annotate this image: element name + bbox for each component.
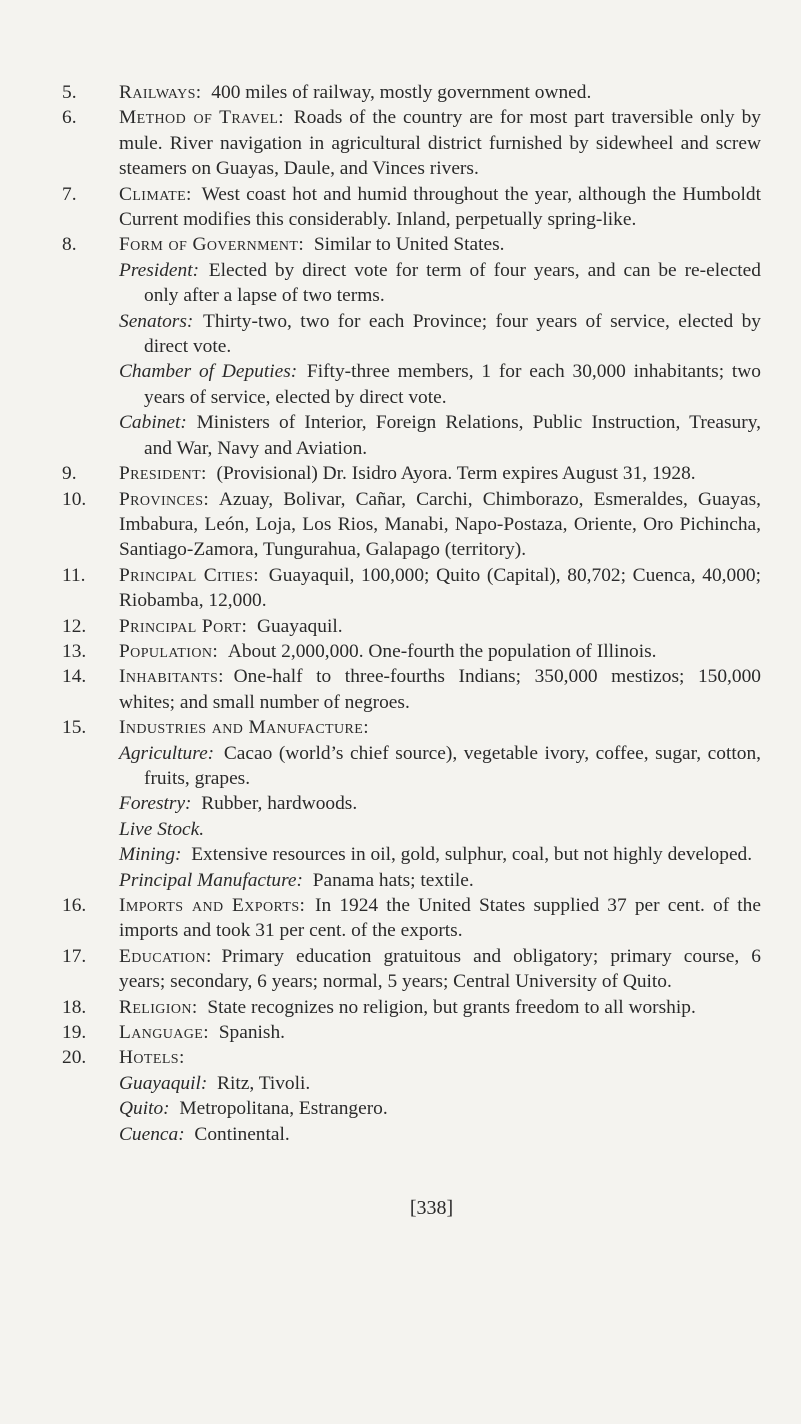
sub-entry-text: Fifty-three members, 1 for each 30,000 inhabitants; two years of service, elected by direct vote. bbox=[144, 361, 761, 408]
sub-entry-text: Panama hats; textile. bbox=[312, 869, 474, 891]
entry-text: Spanish. bbox=[218, 1022, 286, 1044]
sub-entry bbox=[62, 258, 761, 309]
sub-entry bbox=[62, 842, 761, 867]
entry-text: Guayaquil, 100,000; Quito (Capital), 80,702; Cuenca, 40,000; Riobamba, 12,000. bbox=[119, 564, 761, 612]
sub-entry bbox=[62, 741, 761, 792]
entry-number: 20. bbox=[62, 1047, 87, 1069]
page-number: [338] bbox=[409, 1197, 454, 1220]
entry-text: Guayaquil. bbox=[256, 615, 343, 637]
list-entry bbox=[62, 563, 761, 614]
list-entry bbox=[62, 944, 761, 995]
entry-heading: President: bbox=[119, 463, 207, 485]
list-entry bbox=[62, 232, 761, 257]
entry-number: 11. bbox=[62, 564, 86, 586]
entry-number: 8. bbox=[62, 234, 77, 256]
sub-entry bbox=[62, 410, 761, 461]
entry-number: 18. bbox=[62, 996, 87, 1018]
sub-entry-label: Guayaquil: bbox=[119, 1072, 208, 1094]
sub-entry-label: Chamber of Deputies: bbox=[119, 361, 298, 383]
sub-entry-label: Cabinet: bbox=[119, 412, 187, 434]
entry-number: 17. bbox=[62, 945, 87, 967]
list-entry bbox=[62, 182, 761, 233]
list-entry bbox=[62, 80, 761, 105]
sub-entry-text: Thirty-two, two for each Province; four years of service, elected by direct vote. bbox=[144, 310, 761, 358]
list-entry bbox=[62, 995, 761, 1020]
entry-number: 19. bbox=[62, 1022, 87, 1044]
sub-entry-text: Ritz, Tivoli. bbox=[217, 1072, 311, 1094]
entry-text: Similar to United States. bbox=[313, 234, 505, 256]
entry-heading: Language: bbox=[119, 1022, 210, 1044]
entry-text: State recognizes no religion, but grants freedom to all worship. bbox=[207, 996, 696, 1018]
entry-heading: Religion: bbox=[119, 996, 198, 1018]
sub-entry-label: Forestry: bbox=[119, 793, 192, 815]
entry-number: 16. bbox=[62, 895, 87, 916]
entry-number: 15. bbox=[62, 717, 87, 739]
list-entry bbox=[62, 664, 761, 715]
list-entry bbox=[62, 1045, 761, 1070]
sub-entry bbox=[62, 791, 761, 816]
list-entry bbox=[62, 893, 761, 944]
sub-entry bbox=[62, 1122, 761, 1147]
entry-text: Azuay, Bolivar, Cañar, Carchi, Chimborazo, Esmeraldes, Guayas, Imbabura, León, Loja, Los Rios, Manabi, Napo-Postaza, Oriente, Oro Pichincha, Santiago-Zamora, Tungurahua, Galapago (territory). bbox=[119, 488, 761, 561]
sub-entry bbox=[62, 359, 761, 410]
sub-entry-label: Mining: bbox=[119, 844, 182, 866]
entry-heading: Form of Government: bbox=[119, 234, 305, 256]
sub-entry-text: Continental. bbox=[194, 1123, 290, 1145]
entry-number: 5. bbox=[62, 82, 77, 103]
sub-entry bbox=[62, 1096, 761, 1121]
sub-entry bbox=[62, 309, 761, 360]
entry-text: Roads of the country are for most part traversible only by mule. River navigation in agricultural district furnished by sidewheel and screw steamers on Guayas, Daule, and Vinces rivers. bbox=[119, 107, 761, 180]
sub-entry-text: Extensive resources in oil, gold, sulphur, coal, but not highly developed. bbox=[191, 844, 753, 866]
sub-entry-text: Ministers of Interior, Foreign Relations, Public Instruction, Treasury, and War, Navy and Aviation. bbox=[144, 412, 761, 459]
entry-heading: Railways: bbox=[119, 82, 202, 103]
sub-entry bbox=[62, 1071, 761, 1096]
entry-heading: Hotels: bbox=[119, 1047, 185, 1069]
entry-heading: Industries and Manufacture: bbox=[119, 717, 369, 739]
entry-heading: Education: bbox=[119, 945, 212, 967]
entry-number: 6. bbox=[62, 107, 77, 129]
sub-entry-text: Elected by direct vote for term of four years, and can be re-elected only after a lapse of two terms. bbox=[144, 259, 761, 307]
sub-entry bbox=[62, 817, 761, 842]
list-entry bbox=[62, 461, 761, 486]
entry-text: Primary education gratuitous and obligatory; primary course, 6 years; secondary, 6 years; normal, 5 years; Central University of Quito. bbox=[119, 945, 761, 993]
entry-number: 13. bbox=[62, 640, 87, 662]
list-entry bbox=[62, 639, 761, 664]
sub-entry-text: Rubber, hardwoods. bbox=[201, 793, 358, 815]
list-entry bbox=[62, 105, 761, 181]
entry-text: 400 miles of railway, mostly government owned. bbox=[211, 82, 592, 103]
entry-heading: Method of Travel: bbox=[119, 107, 285, 129]
entry-list bbox=[62, 80, 761, 1147]
entry-text: (Provisional) Dr. Isidro Ayora. Term expires August 31, 1928. bbox=[216, 463, 696, 485]
sub-entry-label: Principal Manufacture: bbox=[119, 869, 303, 891]
entry-heading: Principal Cities: bbox=[119, 564, 260, 586]
entry-number: 14. bbox=[62, 666, 87, 688]
sub-entry-label: Quito: bbox=[119, 1098, 170, 1120]
entry-heading: Imports and Exports: bbox=[119, 895, 306, 916]
entry-text: About 2,000,000. One-fourth the population of Illinois. bbox=[227, 640, 657, 662]
entry-text: In 1924 the United States supplied 37 per cent. of the imports and took 31 per cent. of the exports. bbox=[119, 895, 761, 942]
list-entry bbox=[62, 614, 761, 639]
list-entry bbox=[62, 487, 761, 563]
entry-number: 10. bbox=[62, 488, 87, 510]
entry-text: One-half to three-fourths Indians; 350,000 mestizos; 150,000 whites; and small number of negroes. bbox=[119, 666, 761, 713]
entry-heading: Climate: bbox=[119, 183, 192, 205]
sub-entry-label: Cuenca: bbox=[119, 1123, 185, 1145]
sub-entry-label: Live Stock. bbox=[119, 818, 205, 840]
entry-number: 7. bbox=[62, 183, 77, 205]
entry-heading: Inhabitants: bbox=[119, 666, 224, 688]
sub-entry-text: Metropolitana, Estrangero. bbox=[179, 1098, 388, 1120]
entry-number: 9. bbox=[62, 463, 77, 485]
entry-text: West coast hot and humid throughout the year, although the Humboldt Current modifies this considerably. Inland, perpetually spring-like. bbox=[119, 183, 761, 231]
sub-entry-text: Cacao (world’s chief source), vegetable ivory, coffee, sugar, cotton, fruits, grapes. bbox=[144, 742, 761, 789]
sub-entry-label: President: bbox=[119, 259, 200, 281]
list-entry bbox=[62, 715, 761, 740]
list-entry bbox=[62, 1020, 761, 1045]
sub-entry bbox=[62, 868, 761, 893]
entry-number: 12. bbox=[62, 615, 87, 637]
entry-heading: Provinces: bbox=[119, 488, 210, 510]
sub-entry-label: Senators: bbox=[119, 310, 194, 332]
sub-entry-label: Agriculture: bbox=[119, 742, 215, 764]
entry-heading: Principal Port: bbox=[119, 615, 248, 637]
entry-heading: Population: bbox=[119, 640, 219, 662]
